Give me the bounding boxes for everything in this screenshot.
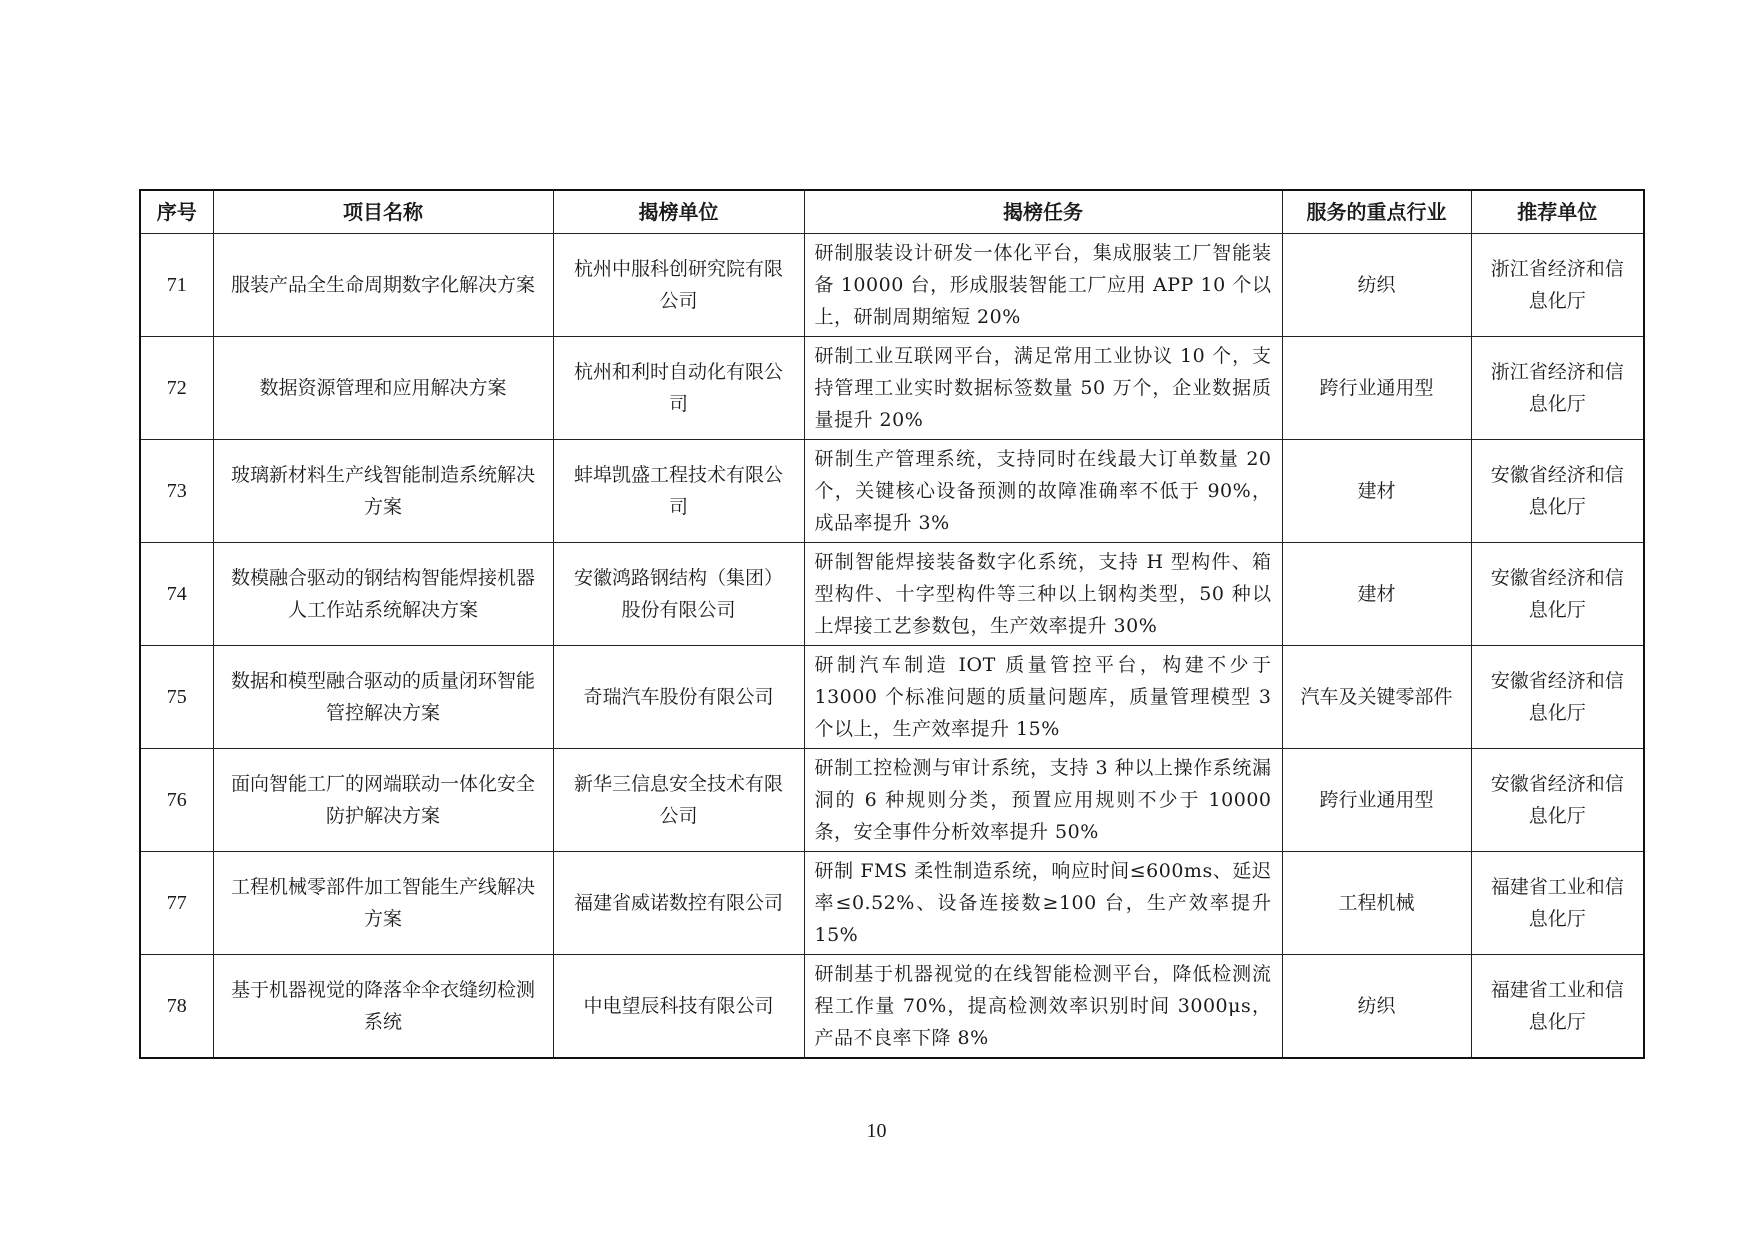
row-project-name: 面向智能工厂的网端联动一体化安全防护解决方案 bbox=[213, 749, 553, 852]
header-recommender: 推荐单位 bbox=[1471, 190, 1644, 234]
row-no: 75 bbox=[140, 646, 213, 749]
row-no: 76 bbox=[140, 749, 213, 852]
row-recommender: 安徽省经济和信息化厅 bbox=[1471, 646, 1644, 749]
row-project-name: 数据和模型融合驱动的质量闭环智能管控解决方案 bbox=[213, 646, 553, 749]
row-task: 研制工业互联网平台，满足常用工业协议 10 个，支持管理工业实时数据标签数量 50 万个，企业数据质量提升 20% bbox=[804, 337, 1282, 440]
row-industry: 建材 bbox=[1282, 543, 1471, 646]
header-industry: 服务的重点行业 bbox=[1282, 190, 1471, 234]
table-row bbox=[140, 955, 1644, 1058]
row-industry: 工程机械 bbox=[1282, 852, 1471, 955]
header-unit: 揭榜单位 bbox=[553, 190, 804, 234]
row-task: 研制智能焊接装备数字化系统，支持 H 型构件、箱型构件、十字型构件等三种以上钢构类型，50 种以上焊接工艺参数包，生产效率提升 30% bbox=[804, 543, 1282, 646]
header-task: 揭榜任务 bbox=[804, 190, 1282, 234]
row-industry: 纺织 bbox=[1282, 234, 1471, 337]
row-no: 78 bbox=[140, 955, 213, 1058]
header-project-name: 项目名称 bbox=[213, 190, 553, 234]
row-industry: 纺织 bbox=[1282, 955, 1471, 1058]
row-task: 研制生产管理系统，支持同时在线最大订单数量 20 个，关键核心设备预测的故障准确率不低于 90%，成品率提升 3% bbox=[804, 440, 1282, 543]
row-recommender: 福建省工业和信息化厅 bbox=[1471, 955, 1644, 1058]
row-unit: 安徽鸿路钢结构（集团）股份有限公司 bbox=[553, 543, 804, 646]
row-recommender: 安徽省经济和信息化厅 bbox=[1471, 543, 1644, 646]
row-project-name: 数模融合驱动的钢结构智能焊接机器人工作站系统解决方案 bbox=[213, 543, 553, 646]
row-task: 研制工控检测与审计系统，支持 3 种以上操作系统漏洞的 6 种规则分类，预置应用规则不少于 10000 条，安全事件分析效率提升 50% bbox=[804, 749, 1282, 852]
project-table bbox=[139, 189, 1645, 1059]
row-unit: 中电望辰科技有限公司 bbox=[553, 955, 804, 1058]
document-table-container bbox=[139, 189, 1643, 1059]
table-row bbox=[140, 234, 1644, 337]
row-no: 74 bbox=[140, 543, 213, 646]
table-row bbox=[140, 543, 1644, 646]
row-no: 73 bbox=[140, 440, 213, 543]
row-industry: 跨行业通用型 bbox=[1282, 337, 1471, 440]
row-recommender: 浙江省经济和信息化厅 bbox=[1471, 337, 1644, 440]
table-row bbox=[140, 646, 1644, 749]
row-industry: 跨行业通用型 bbox=[1282, 749, 1471, 852]
row-project-name: 玻璃新材料生产线智能制造系统解决方案 bbox=[213, 440, 553, 543]
page-number: 10 bbox=[866, 1120, 887, 1142]
row-project-name: 工程机械零部件加工智能生产线解决方案 bbox=[213, 852, 553, 955]
table-row bbox=[140, 852, 1644, 955]
row-project-name: 基于机器视觉的降落伞伞衣缝纫检测系统 bbox=[213, 955, 553, 1058]
row-recommender: 浙江省经济和信息化厅 bbox=[1471, 234, 1644, 337]
row-no: 71 bbox=[140, 234, 213, 337]
row-industry: 建材 bbox=[1282, 440, 1471, 543]
row-recommender: 安徽省经济和信息化厅 bbox=[1471, 749, 1644, 852]
row-unit: 蚌埠凯盛工程技术有限公司 bbox=[553, 440, 804, 543]
table-row bbox=[140, 337, 1644, 440]
row-task: 研制汽车制造 IOT 质量管控平台，构建不少于 13000 个标准问题的质量问题库，质量管理模型 3 个以上，生产效率提升 15% bbox=[804, 646, 1282, 749]
row-unit: 杭州和利时自动化有限公司 bbox=[553, 337, 804, 440]
row-task: 研制基于机器视觉的在线智能检测平台，降低检测流程工作量 70%，提高检测效率识别时间 3000μs，产品不良率下降 8% bbox=[804, 955, 1282, 1058]
row-recommender: 福建省工业和信息化厅 bbox=[1471, 852, 1644, 955]
row-unit: 奇瑞汽车股份有限公司 bbox=[553, 646, 804, 749]
row-no: 72 bbox=[140, 337, 213, 440]
row-recommender: 安徽省经济和信息化厅 bbox=[1471, 440, 1644, 543]
table-header-row bbox=[140, 190, 1644, 234]
header-no: 序号 bbox=[140, 190, 213, 234]
row-unit: 新华三信息安全技术有限公司 bbox=[553, 749, 804, 852]
table-row bbox=[140, 440, 1644, 543]
table-row bbox=[140, 749, 1644, 852]
row-unit: 杭州中服科创研究院有限公司 bbox=[553, 234, 804, 337]
row-industry: 汽车及关键零部件 bbox=[1282, 646, 1471, 749]
row-project-name: 数据资源管理和应用解决方案 bbox=[213, 337, 553, 440]
row-task: 研制 FMS 柔性制造系统，响应时间≤600ms、延迟率≤0.52%、设备连接数≥100 台，生产效率提升 15% bbox=[804, 852, 1282, 955]
row-unit: 福建省威诺数控有限公司 bbox=[553, 852, 804, 955]
row-no: 77 bbox=[140, 852, 213, 955]
row-task: 研制服装设计研发一体化平台，集成服装工厂智能装备 10000 台，形成服装智能工厂应用 APP 10 个以上，研制周期缩短 20% bbox=[804, 234, 1282, 337]
row-project-name: 服装产品全生命周期数字化解决方案 bbox=[213, 234, 553, 337]
